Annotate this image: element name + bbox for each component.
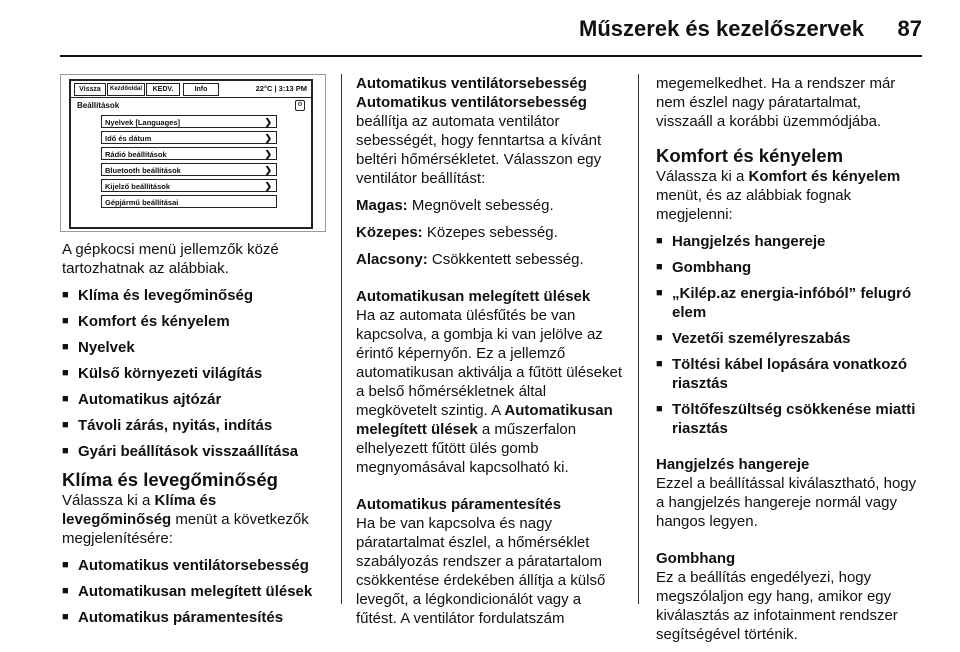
list-item: ■ Gyári beállítások visszaállítása (62, 442, 328, 461)
infotainment-screen (69, 79, 313, 229)
climate-heading: Klíma és levegőminőség (62, 469, 278, 490)
chevron-right-icon: ❯ (264, 165, 272, 175)
menu-item-display: Kijelző beállítások ❯ (101, 179, 277, 192)
chime-text: Ezzel a beállítással kiválasztható, hogy a hangjelzés hangereje normál vagy hangos legyen. (656, 475, 917, 530)
list-item: ■ Klíma és levegőminőség (62, 286, 328, 305)
chime-heading: Hangjelzés hangereje (656, 456, 810, 473)
header-rule (60, 55, 922, 57)
heated-seats-text: Ha az automata ülésfűtés be van kapcsolva, a gombja ki van jelölve az érintő képernyőn. Ez a jellemző automatikusan aktiválja a fűtött üléseket a belső hőmérsékletnek által megkövetelt szintig. A Automatikusan melegített ülések a műszerfalon elhelyezett fűtött ülés gomb megnyomásával kapcsolható ki. (356, 307, 622, 476)
beep-heading: Gombhang (656, 550, 736, 567)
beep-text: Ez a beállítás engedélyezi, hogy megszólaljon egy hang, amikor egy kiválasztás az infotainment rendszer segítségével történik. (656, 569, 898, 643)
chevron-right-icon: ❯ (264, 149, 272, 159)
menu-item-languages: Nyelvek [Languages] ❯ (101, 115, 277, 128)
page-title: Műszerek és kezelőszervek (579, 16, 864, 41)
screen-title: Beállítások (77, 101, 120, 110)
list-item: ■ Töltőfeszültség csökkenése miatti riasztás (656, 400, 918, 438)
list-item: ■ Távoli zárás, nyitás, indítás (62, 416, 328, 435)
status-readout: 22°C | 3:13 PM (255, 84, 307, 93)
menu-item-bluetooth: Bluetooth beállítások ❯ (101, 163, 277, 176)
column-3 (656, 74, 918, 652)
menu-item-time-date: Idő és dátum ❯ (101, 131, 277, 144)
fan-option-high: Magas: Megnövelt sebesség. (356, 197, 554, 214)
defog-text: Ha be van kapcsolva és nagy páratartalmat észlel, a hőmérséklet szabályozás rendszer a páratartalom csökkentése érdekében állítja a külső levegőt, a légkondicionálót vagy a fűtést. A ventilátor fordulatszám (356, 515, 606, 627)
chevron-right-icon: ❯ (264, 117, 272, 127)
continued-text: megemelkedhet. Ha a rendszer már nem észlel nagy páratartalmat, visszaáll a korábbi üzemmódjába. (656, 75, 896, 130)
heated-seats-heading: Automatikusan melegített ülések (356, 288, 591, 305)
fan-option-low: Alacsony: Csökkentett sebesség. (356, 251, 584, 268)
back-button: Vissza (74, 83, 106, 96)
menu-item-vehicle: Gépjármű beállításai (101, 195, 277, 208)
list-item: ■ Töltési kábel lopására vonatkozó riasztás (656, 355, 918, 393)
fan-heading: Automatikus ventilátorsebesség (356, 75, 587, 92)
defog-heading: Automatikus páramentesítés (356, 496, 562, 513)
list-item: ■ „Kilép.az energia-infóból” felugró elem (656, 284, 918, 322)
comfort-intro: Válassza ki a Komfort és kényelem menüt, és az alábbiak fognak megjelenni: (656, 168, 901, 223)
list-item: ■ Automatikusan melegített ülések (62, 582, 328, 601)
fan-option-medium: Közepes: Közepes sebesség. (356, 224, 558, 241)
climate-intro: Válassza ki a Klíma és levegőminőség menüt a következők megjelenítésére: (62, 492, 309, 547)
list-item: ■ Automatikus ventilátorsebesség (62, 556, 328, 575)
home-button: Kezdőoldal (107, 83, 145, 96)
list-item: ■ Vezetői személyreszabás (656, 329, 918, 348)
settings-icon: ⚙ (295, 100, 305, 111)
list-item: ■ Külső környezeti világítás (62, 364, 328, 383)
comfort-list (656, 232, 918, 438)
list-item: ■ Gombhang (656, 258, 918, 277)
fan-text: Automatikus ventilátorsebesség beállítja az automata ventilátor sebességét, hogy fenntartsa a kívánt beltéri hőmérsékletet. Válasszon egy ventilátor beállítást: (356, 94, 602, 187)
intro-text: A gépkocsi menü jellemzők közé tartozhatnak az alábbiak. (62, 241, 279, 277)
favorites-button: KEDV. (146, 83, 180, 96)
column-2 (356, 74, 626, 636)
list-item: ■ Hangjelzés hangereje (656, 232, 918, 251)
comfort-heading: Komfort és kényelem (656, 145, 844, 166)
settings-screen-figure (60, 74, 326, 232)
list-item: ■ Komfort és kényelem (62, 312, 328, 331)
list-item: ■ Automatikus ajtózár (62, 390, 328, 409)
column-1 (62, 240, 328, 634)
vehicle-menu-list (62, 286, 328, 461)
menu-item-radio: Rádió beállítások ❯ (101, 147, 277, 160)
column-divider-2 (638, 74, 639, 604)
chevron-right-icon: ❯ (264, 181, 272, 191)
screen-topbar (71, 81, 311, 98)
list-item: ■ Automatikus páramentesítés (62, 608, 328, 627)
chevron-right-icon: ❯ (264, 133, 272, 143)
column-divider-1 (341, 74, 342, 604)
page-number: 87 (897, 16, 922, 41)
list-item: ■ Nyelvek (62, 338, 328, 357)
info-button: Info (183, 83, 219, 96)
climate-list (62, 556, 328, 627)
